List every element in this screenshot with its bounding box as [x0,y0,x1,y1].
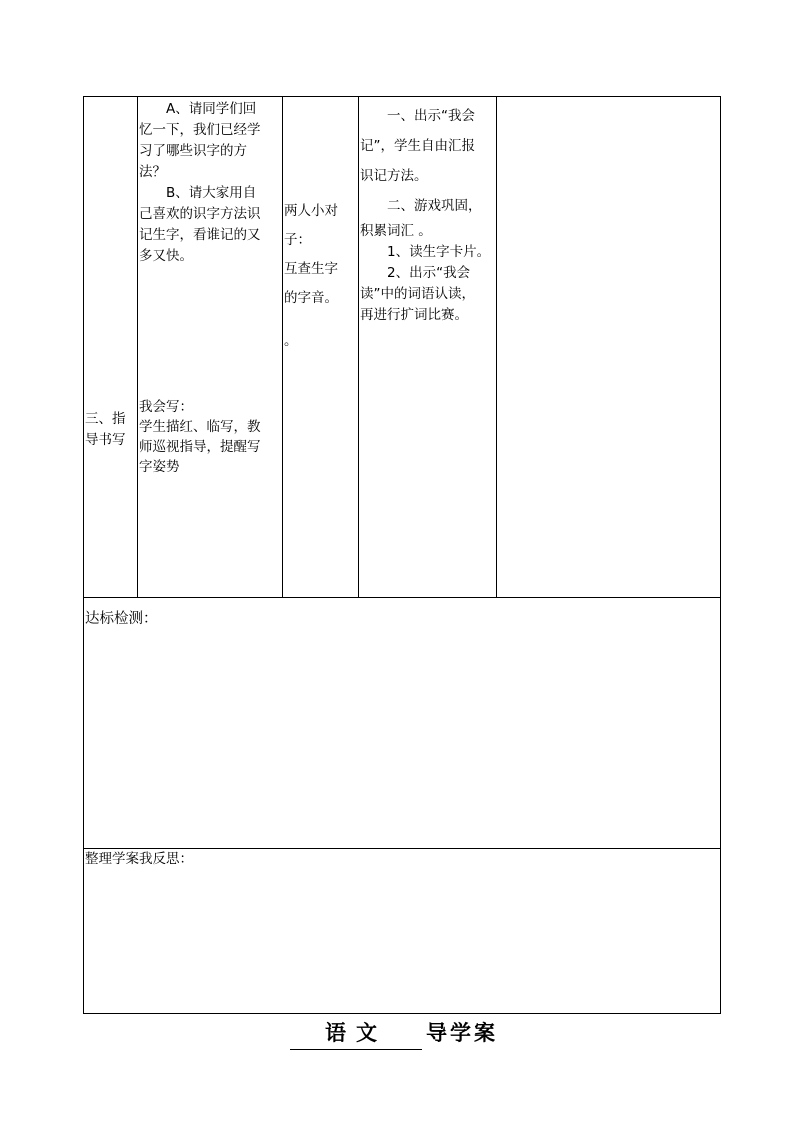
column-divider [137,97,138,597]
writing-guidance: 我会写： 学生描红、临写，教 师巡视指导，提醒写 字姿势 [139,399,261,475]
student-activity: 两人小对 子： 互查生字 的字音。 。 [284,203,338,349]
document-type: 导学案 [426,1020,498,1045]
row-divider [84,597,720,598]
column-divider [358,97,359,597]
teacher-guidance: A、请同学们回 忆一下，我们已经学 习了哪些识字的方 法？ B、请大家用自 己喜欢的识字方法识 记生字，看谁记的又 多又快。 [139,101,261,264]
stage-label: 三、指 导书写 [85,411,126,448]
column-divider [496,97,497,597]
reflection-label: 整理学案我反思： [85,851,193,867]
class-activities: 一、出示“我会 记”，学生自由汇报 识记方法。 二、游戏巩固， 积累词汇 。 1、读生字卡片。 2、出示“我会 读”中的词语认读， 再进行扩词比赛。 [360,108,491,323]
check-label: 达标检测： [85,611,158,627]
column-divider [282,97,283,597]
lesson-plan-table [83,96,721,1014]
page-footer-title [290,1018,530,1052]
subject-name: 语文 [290,1018,422,1050]
